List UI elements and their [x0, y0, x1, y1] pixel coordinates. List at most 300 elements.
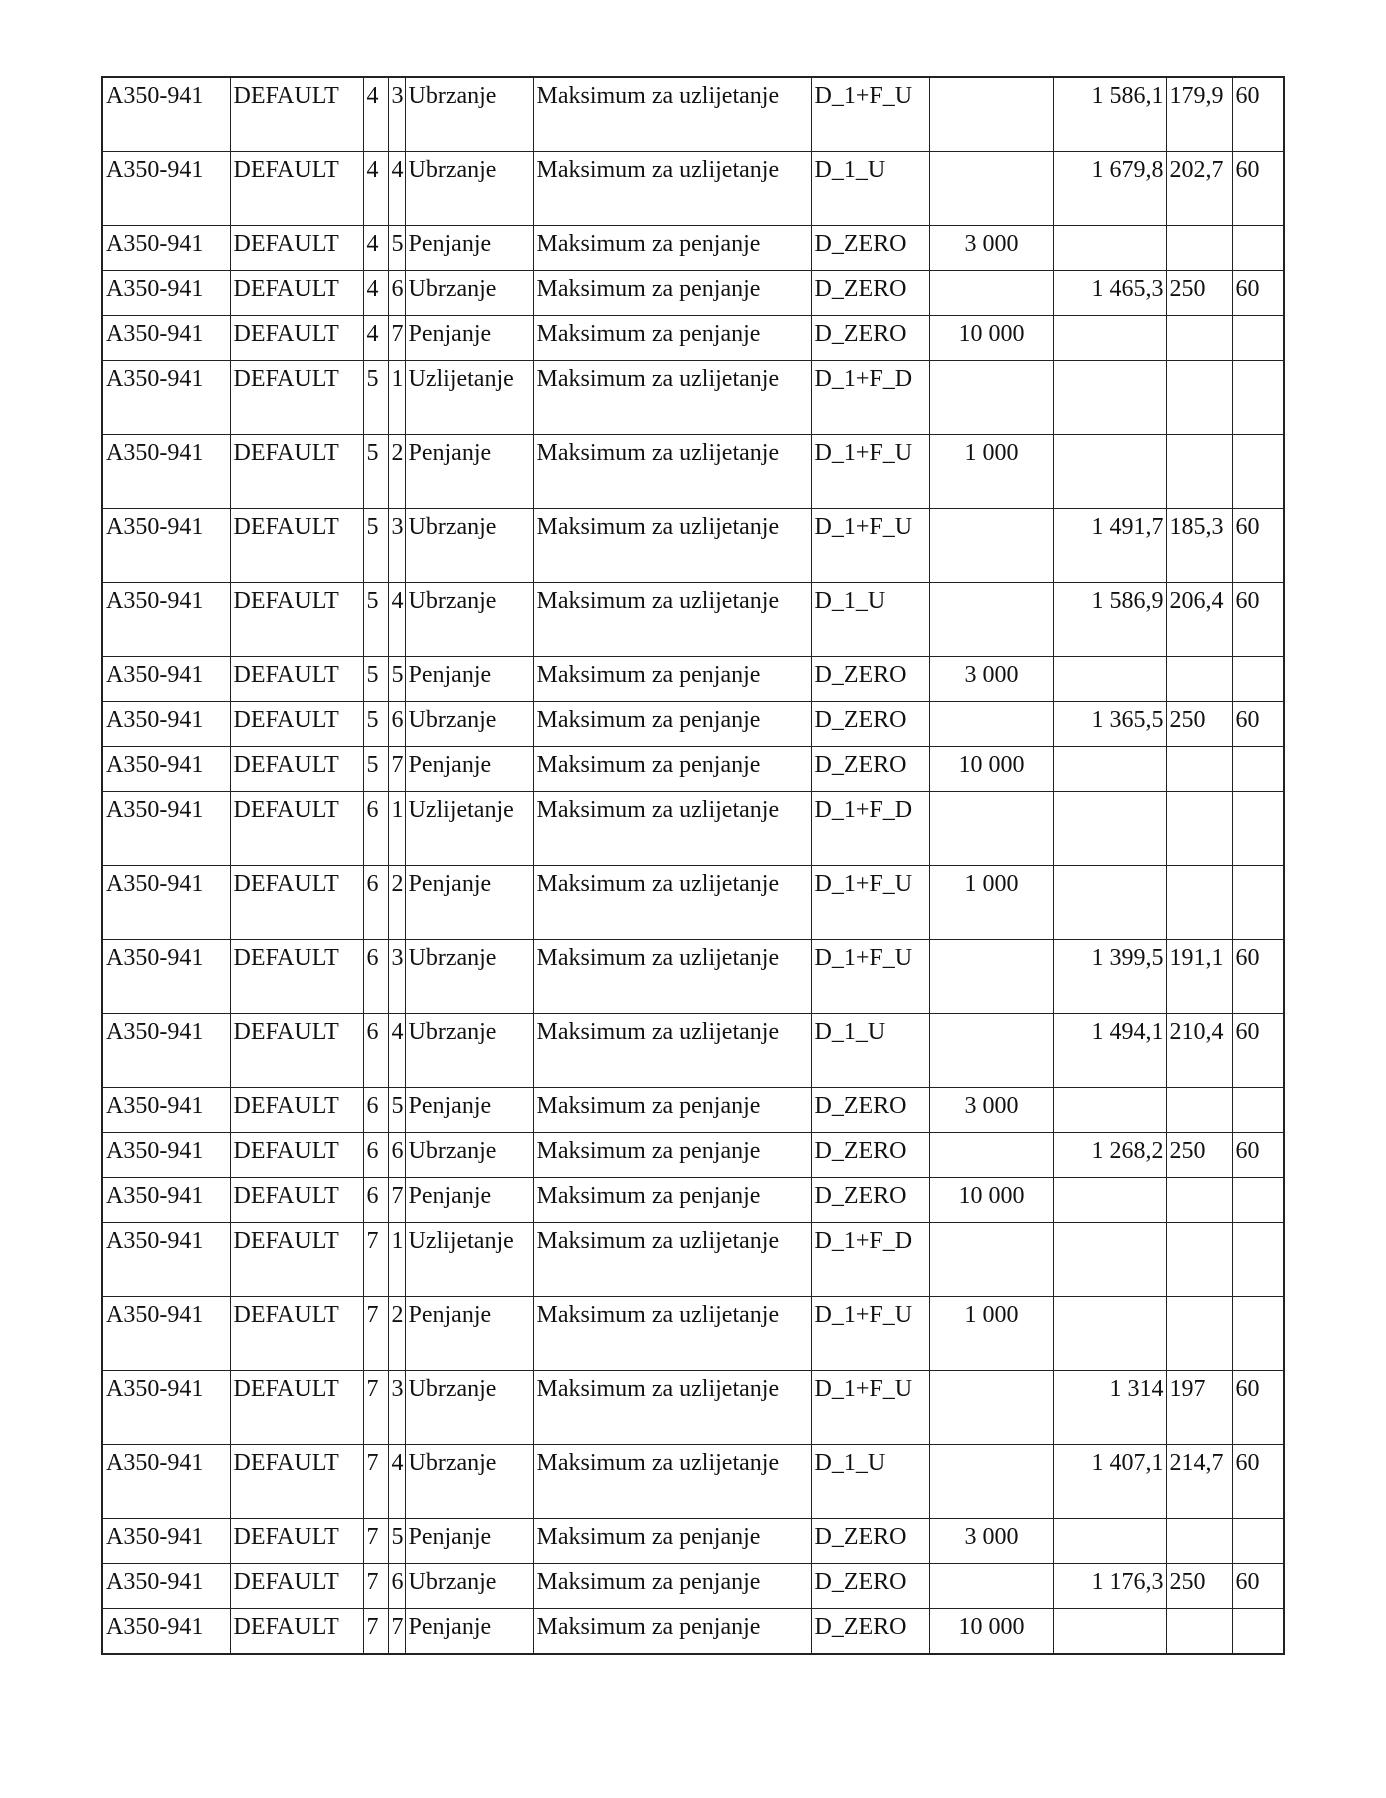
altitude-cell: 10 000: [929, 747, 1053, 792]
slope-cell: 60: [1232, 1445, 1284, 1519]
altitude-cell: [929, 702, 1053, 747]
procedure-cell: DEFAULT: [230, 509, 363, 583]
thrust-mode-cell: Maksimum za uzlijetanje: [533, 1014, 811, 1088]
table-row: [102, 1223, 1284, 1297]
step-cell: 7: [388, 316, 405, 361]
table-row: [102, 271, 1284, 316]
thrust-mode-cell: Maksimum za penjanje: [533, 226, 811, 271]
thrust-mode-cell: Maksimum za uzlijetanje: [533, 1297, 811, 1371]
table-row: [102, 792, 1284, 866]
profile-cell: 5: [363, 583, 388, 657]
table-row: [102, 509, 1284, 583]
slope-cell: [1232, 226, 1284, 271]
profile-cell: 6: [363, 1178, 388, 1223]
aircraft-cell: A350-941: [102, 1371, 230, 1445]
profile-cell: 4: [363, 271, 388, 316]
param-cell: 191,1: [1166, 940, 1232, 1014]
profile-cell: 7: [363, 1223, 388, 1297]
step-cell: 4: [388, 1445, 405, 1519]
altitude-cell: [929, 77, 1053, 152]
thrust-mode-cell: Maksimum za uzlijetanje: [533, 152, 811, 226]
aircraft-cell: A350-941: [102, 152, 230, 226]
configuration-cell: D_1+F_U: [811, 509, 929, 583]
step-cell: 1: [388, 361, 405, 435]
step-cell: 2: [388, 866, 405, 940]
param-cell: 185,3: [1166, 509, 1232, 583]
configuration-cell: D_ZERO: [811, 1133, 929, 1178]
slope-cell: [1232, 1609, 1284, 1655]
speed-cell: 1 586,1: [1053, 77, 1166, 152]
thrust-mode-cell: Maksimum za penjanje: [533, 657, 811, 702]
thrust-mode-cell: Maksimum za penjanje: [533, 1564, 811, 1609]
thrust-mode-cell: Maksimum za uzlijetanje: [533, 1223, 811, 1297]
phase-cell: Uzlijetanje: [405, 792, 533, 866]
table-row: [102, 1178, 1284, 1223]
param-cell: 197: [1166, 1371, 1232, 1445]
aircraft-cell: A350-941: [102, 1014, 230, 1088]
speed-cell: [1053, 1297, 1166, 1371]
profile-cell: 7: [363, 1371, 388, 1445]
configuration-cell: D_ZERO: [811, 1088, 929, 1133]
speed-cell: 1 365,5: [1053, 702, 1166, 747]
step-cell: 3: [388, 77, 405, 152]
param-cell: [1166, 866, 1232, 940]
procedure-cell: DEFAULT: [230, 271, 363, 316]
param-cell: [1166, 792, 1232, 866]
slope-cell: [1232, 1223, 1284, 1297]
step-cell: 6: [388, 1133, 405, 1178]
procedure-cell: DEFAULT: [230, 77, 363, 152]
table-row: [102, 316, 1284, 361]
phase-cell: Ubrzanje: [405, 583, 533, 657]
phase-cell: Penjanje: [405, 435, 533, 509]
speed-cell: [1053, 1519, 1166, 1564]
step-cell: 2: [388, 435, 405, 509]
thrust-mode-cell: Maksimum za penjanje: [533, 316, 811, 361]
table-row: [102, 1371, 1284, 1445]
table-row: [102, 361, 1284, 435]
configuration-cell: D_ZERO: [811, 747, 929, 792]
profile-cell: 7: [363, 1297, 388, 1371]
altitude-cell: 10 000: [929, 1609, 1053, 1655]
configuration-cell: D_1_U: [811, 1014, 929, 1088]
speed-cell: 1 399,5: [1053, 940, 1166, 1014]
phase-cell: Ubrzanje: [405, 1133, 533, 1178]
aircraft-cell: A350-941: [102, 657, 230, 702]
speed-cell: [1053, 657, 1166, 702]
aircraft-cell: A350-941: [102, 583, 230, 657]
aircraft-cell: A350-941: [102, 1609, 230, 1655]
configuration-cell: D_ZERO: [811, 1178, 929, 1223]
configuration-cell: D_1+F_D: [811, 792, 929, 866]
configuration-cell: D_ZERO: [811, 1519, 929, 1564]
thrust-mode-cell: Maksimum za uzlijetanje: [533, 1445, 811, 1519]
speed-cell: [1053, 1609, 1166, 1655]
step-cell: 3: [388, 1371, 405, 1445]
phase-cell: Ubrzanje: [405, 940, 533, 1014]
altitude-cell: [929, 509, 1053, 583]
step-cell: 4: [388, 152, 405, 226]
altitude-cell: [929, 1371, 1053, 1445]
aircraft-cell: A350-941: [102, 1445, 230, 1519]
thrust-mode-cell: Maksimum za penjanje: [533, 1133, 811, 1178]
procedure-cell: DEFAULT: [230, 316, 363, 361]
slope-cell: [1232, 1297, 1284, 1371]
param-cell: [1166, 657, 1232, 702]
step-cell: 5: [388, 657, 405, 702]
speed-cell: [1053, 361, 1166, 435]
table-row: [102, 1609, 1284, 1655]
slope-cell: [1232, 1178, 1284, 1223]
slope-cell: [1232, 747, 1284, 792]
procedure-cell: DEFAULT: [230, 747, 363, 792]
altitude-cell: [929, 1133, 1053, 1178]
thrust-mode-cell: Maksimum za uzlijetanje: [533, 361, 811, 435]
thrust-mode-cell: Maksimum za uzlijetanje: [533, 792, 811, 866]
profile-cell: 7: [363, 1609, 388, 1655]
param-cell: 206,4: [1166, 583, 1232, 657]
altitude-cell: 3 000: [929, 226, 1053, 271]
slope-cell: 60: [1232, 1564, 1284, 1609]
procedure-cell: DEFAULT: [230, 1223, 363, 1297]
slope-cell: 60: [1232, 77, 1284, 152]
profile-cell: 4: [363, 316, 388, 361]
table-row: [102, 1014, 1284, 1088]
configuration-cell: D_1_U: [811, 583, 929, 657]
table-row: [102, 77, 1284, 152]
speed-cell: [1053, 747, 1166, 792]
thrust-mode-cell: Maksimum za uzlijetanje: [533, 77, 811, 152]
param-cell: [1166, 226, 1232, 271]
configuration-cell: D_ZERO: [811, 657, 929, 702]
procedure-cell: DEFAULT: [230, 435, 363, 509]
thrust-mode-cell: Maksimum za penjanje: [533, 747, 811, 792]
procedure-cell: DEFAULT: [230, 1297, 363, 1371]
profile-cell: 6: [363, 866, 388, 940]
altitude-cell: 10 000: [929, 316, 1053, 361]
speed-cell: 1 586,9: [1053, 583, 1166, 657]
param-cell: [1166, 316, 1232, 361]
table-body: [102, 77, 1284, 1654]
procedure-steps-table: [101, 76, 1285, 1655]
phase-cell: Penjanje: [405, 866, 533, 940]
configuration-cell: D_1_U: [811, 1445, 929, 1519]
slope-cell: [1232, 1519, 1284, 1564]
thrust-mode-cell: Maksimum za penjanje: [533, 1609, 811, 1655]
thrust-mode-cell: Maksimum za penjanje: [533, 1088, 811, 1133]
param-cell: [1166, 1297, 1232, 1371]
thrust-mode-cell: Maksimum za penjanje: [533, 1519, 811, 1564]
param-cell: [1166, 1519, 1232, 1564]
param-cell: [1166, 1088, 1232, 1133]
step-cell: 2: [388, 1297, 405, 1371]
thrust-mode-cell: Maksimum za penjanje: [533, 271, 811, 316]
slope-cell: [1232, 361, 1284, 435]
slope-cell: 60: [1232, 940, 1284, 1014]
aircraft-cell: A350-941: [102, 1519, 230, 1564]
speed-cell: [1053, 1223, 1166, 1297]
table-row: [102, 226, 1284, 271]
configuration-cell: D_1+F_U: [811, 77, 929, 152]
slope-cell: 60: [1232, 509, 1284, 583]
param-cell: 210,4: [1166, 1014, 1232, 1088]
aircraft-cell: A350-941: [102, 747, 230, 792]
speed-cell: [1053, 435, 1166, 509]
phase-cell: Penjanje: [405, 1178, 533, 1223]
altitude-cell: [929, 583, 1053, 657]
phase-cell: Ubrzanje: [405, 509, 533, 583]
slope-cell: [1232, 792, 1284, 866]
procedure-cell: DEFAULT: [230, 1564, 363, 1609]
procedure-cell: DEFAULT: [230, 1133, 363, 1178]
configuration-cell: D_1+F_U: [811, 866, 929, 940]
aircraft-cell: A350-941: [102, 1088, 230, 1133]
procedure-cell: DEFAULT: [230, 1371, 363, 1445]
phase-cell: Penjanje: [405, 1609, 533, 1655]
table-row: [102, 657, 1284, 702]
speed-cell: 1 491,7: [1053, 509, 1166, 583]
configuration-cell: D_ZERO: [811, 702, 929, 747]
slope-cell: 60: [1232, 152, 1284, 226]
thrust-mode-cell: Maksimum za uzlijetanje: [533, 583, 811, 657]
altitude-cell: 3 000: [929, 657, 1053, 702]
speed-cell: 1 465,3: [1053, 271, 1166, 316]
step-cell: 4: [388, 583, 405, 657]
altitude-cell: [929, 1223, 1053, 1297]
phase-cell: Uzlijetanje: [405, 361, 533, 435]
speed-cell: [1053, 226, 1166, 271]
procedure-cell: DEFAULT: [230, 583, 363, 657]
phase-cell: Ubrzanje: [405, 702, 533, 747]
speed-cell: 1 268,2: [1053, 1133, 1166, 1178]
profile-cell: 7: [363, 1564, 388, 1609]
phase-cell: Ubrzanje: [405, 1371, 533, 1445]
procedure-cell: DEFAULT: [230, 1088, 363, 1133]
profile-cell: 5: [363, 702, 388, 747]
step-cell: 1: [388, 1223, 405, 1297]
configuration-cell: D_1+F_D: [811, 1223, 929, 1297]
phase-cell: Ubrzanje: [405, 152, 533, 226]
procedure-cell: DEFAULT: [230, 1519, 363, 1564]
phase-cell: Penjanje: [405, 1088, 533, 1133]
procedure-cell: DEFAULT: [230, 1014, 363, 1088]
step-cell: 7: [388, 1609, 405, 1655]
altitude-cell: [929, 361, 1053, 435]
configuration-cell: D_1+F_U: [811, 1371, 929, 1445]
step-cell: 6: [388, 271, 405, 316]
aircraft-cell: A350-941: [102, 1133, 230, 1178]
altitude-cell: [929, 1564, 1053, 1609]
step-cell: 3: [388, 940, 405, 1014]
table-row: [102, 152, 1284, 226]
configuration-cell: D_1+F_D: [811, 361, 929, 435]
altitude-cell: 3 000: [929, 1519, 1053, 1564]
procedure-cell: DEFAULT: [230, 152, 363, 226]
slope-cell: 60: [1232, 702, 1284, 747]
profile-cell: 6: [363, 1133, 388, 1178]
speed-cell: 1 314: [1053, 1371, 1166, 1445]
speed-cell: [1053, 316, 1166, 361]
param-cell: 179,9: [1166, 77, 1232, 152]
profile-cell: 6: [363, 940, 388, 1014]
param-cell: [1166, 435, 1232, 509]
speed-cell: 1 176,3: [1053, 1564, 1166, 1609]
speed-cell: [1053, 1178, 1166, 1223]
thrust-mode-cell: Maksimum za penjanje: [533, 1178, 811, 1223]
procedure-cell: DEFAULT: [230, 1609, 363, 1655]
step-cell: 3: [388, 509, 405, 583]
altitude-cell: [929, 1445, 1053, 1519]
configuration-cell: D_ZERO: [811, 271, 929, 316]
table-row: [102, 1088, 1284, 1133]
speed-cell: 1 407,1: [1053, 1445, 1166, 1519]
speed-cell: [1053, 792, 1166, 866]
step-cell: 6: [388, 702, 405, 747]
altitude-cell: 10 000: [929, 1178, 1053, 1223]
aircraft-cell: A350-941: [102, 1564, 230, 1609]
altitude-cell: 1 000: [929, 1297, 1053, 1371]
param-cell: [1166, 1178, 1232, 1223]
speed-cell: 1 494,1: [1053, 1014, 1166, 1088]
slope-cell: 60: [1232, 1371, 1284, 1445]
thrust-mode-cell: Maksimum za uzlijetanje: [533, 435, 811, 509]
slope-cell: 60: [1232, 583, 1284, 657]
configuration-cell: D_1+F_U: [811, 1297, 929, 1371]
param-cell: [1166, 747, 1232, 792]
phase-cell: Ubrzanje: [405, 1445, 533, 1519]
configuration-cell: D_ZERO: [811, 1609, 929, 1655]
param-cell: 250: [1166, 271, 1232, 316]
aircraft-cell: A350-941: [102, 702, 230, 747]
profile-cell: 7: [363, 1519, 388, 1564]
altitude-cell: [929, 940, 1053, 1014]
phase-cell: Penjanje: [405, 747, 533, 792]
aircraft-cell: A350-941: [102, 509, 230, 583]
configuration-cell: D_ZERO: [811, 1564, 929, 1609]
procedure-cell: DEFAULT: [230, 866, 363, 940]
table-row: [102, 1445, 1284, 1519]
table-row: [102, 940, 1284, 1014]
procedure-cell: DEFAULT: [230, 361, 363, 435]
altitude-cell: 1 000: [929, 866, 1053, 940]
table-row: [102, 1133, 1284, 1178]
configuration-cell: D_1+F_U: [811, 435, 929, 509]
configuration-cell: D_1+F_U: [811, 940, 929, 1014]
speed-cell: [1053, 866, 1166, 940]
table-row: [102, 1519, 1284, 1564]
configuration-cell: D_ZERO: [811, 226, 929, 271]
phase-cell: Ubrzanje: [405, 271, 533, 316]
param-cell: 250: [1166, 702, 1232, 747]
param-cell: 214,7: [1166, 1445, 1232, 1519]
aircraft-cell: A350-941: [102, 271, 230, 316]
slope-cell: 60: [1232, 1014, 1284, 1088]
aircraft-cell: A350-941: [102, 866, 230, 940]
procedure-cell: DEFAULT: [230, 792, 363, 866]
phase-cell: Penjanje: [405, 226, 533, 271]
profile-cell: 4: [363, 77, 388, 152]
profile-cell: 5: [363, 509, 388, 583]
param-cell: [1166, 1223, 1232, 1297]
profile-cell: 5: [363, 435, 388, 509]
thrust-mode-cell: Maksimum za uzlijetanje: [533, 866, 811, 940]
procedure-cell: DEFAULT: [230, 1178, 363, 1223]
param-cell: 250: [1166, 1133, 1232, 1178]
procedure-cell: DEFAULT: [230, 702, 363, 747]
param-cell: [1166, 361, 1232, 435]
slope-cell: [1232, 435, 1284, 509]
param-cell: 250: [1166, 1564, 1232, 1609]
table-row: [102, 747, 1284, 792]
altitude-cell: [929, 1014, 1053, 1088]
step-cell: 7: [388, 1178, 405, 1223]
slope-cell: 60: [1232, 271, 1284, 316]
configuration-cell: D_ZERO: [811, 316, 929, 361]
phase-cell: Penjanje: [405, 1297, 533, 1371]
step-cell: 1: [388, 792, 405, 866]
altitude-cell: [929, 271, 1053, 316]
procedure-cell: DEFAULT: [230, 226, 363, 271]
slope-cell: [1232, 316, 1284, 361]
step-cell: 4: [388, 1014, 405, 1088]
aircraft-cell: A350-941: [102, 940, 230, 1014]
thrust-mode-cell: Maksimum za uzlijetanje: [533, 1371, 811, 1445]
aircraft-cell: A350-941: [102, 435, 230, 509]
profile-cell: 6: [363, 792, 388, 866]
phase-cell: Ubrzanje: [405, 1564, 533, 1609]
aircraft-cell: A350-941: [102, 361, 230, 435]
profile-cell: 6: [363, 1088, 388, 1133]
table-row: [102, 702, 1284, 747]
aircraft-cell: A350-941: [102, 1297, 230, 1371]
aircraft-cell: A350-941: [102, 316, 230, 361]
altitude-cell: 1 000: [929, 435, 1053, 509]
slope-cell: [1232, 657, 1284, 702]
slope-cell: [1232, 866, 1284, 940]
profile-cell: 6: [363, 1014, 388, 1088]
thrust-mode-cell: Maksimum za uzlijetanje: [533, 940, 811, 1014]
phase-cell: Penjanje: [405, 316, 533, 361]
aircraft-cell: A350-941: [102, 1178, 230, 1223]
param-cell: 202,7: [1166, 152, 1232, 226]
phase-cell: Ubrzanje: [405, 1014, 533, 1088]
step-cell: 5: [388, 1088, 405, 1133]
param-cell: [1166, 1609, 1232, 1655]
procedure-cell: DEFAULT: [230, 940, 363, 1014]
thrust-mode-cell: Maksimum za uzlijetanje: [533, 509, 811, 583]
procedure-cell: DEFAULT: [230, 1445, 363, 1519]
aircraft-cell: A350-941: [102, 792, 230, 866]
procedure-cell: DEFAULT: [230, 657, 363, 702]
speed-cell: 1 679,8: [1053, 152, 1166, 226]
profile-cell: 4: [363, 226, 388, 271]
profile-cell: 5: [363, 361, 388, 435]
phase-cell: Penjanje: [405, 1519, 533, 1564]
step-cell: 6: [388, 1564, 405, 1609]
configuration-cell: D_1_U: [811, 152, 929, 226]
table-row: [102, 1564, 1284, 1609]
altitude-cell: 3 000: [929, 1088, 1053, 1133]
profile-cell: 5: [363, 747, 388, 792]
profile-cell: 4: [363, 152, 388, 226]
aircraft-cell: A350-941: [102, 226, 230, 271]
profile-cell: 5: [363, 657, 388, 702]
phase-cell: Ubrzanje: [405, 77, 533, 152]
speed-cell: [1053, 1088, 1166, 1133]
altitude-cell: [929, 152, 1053, 226]
altitude-cell: [929, 792, 1053, 866]
profile-cell: 7: [363, 1445, 388, 1519]
